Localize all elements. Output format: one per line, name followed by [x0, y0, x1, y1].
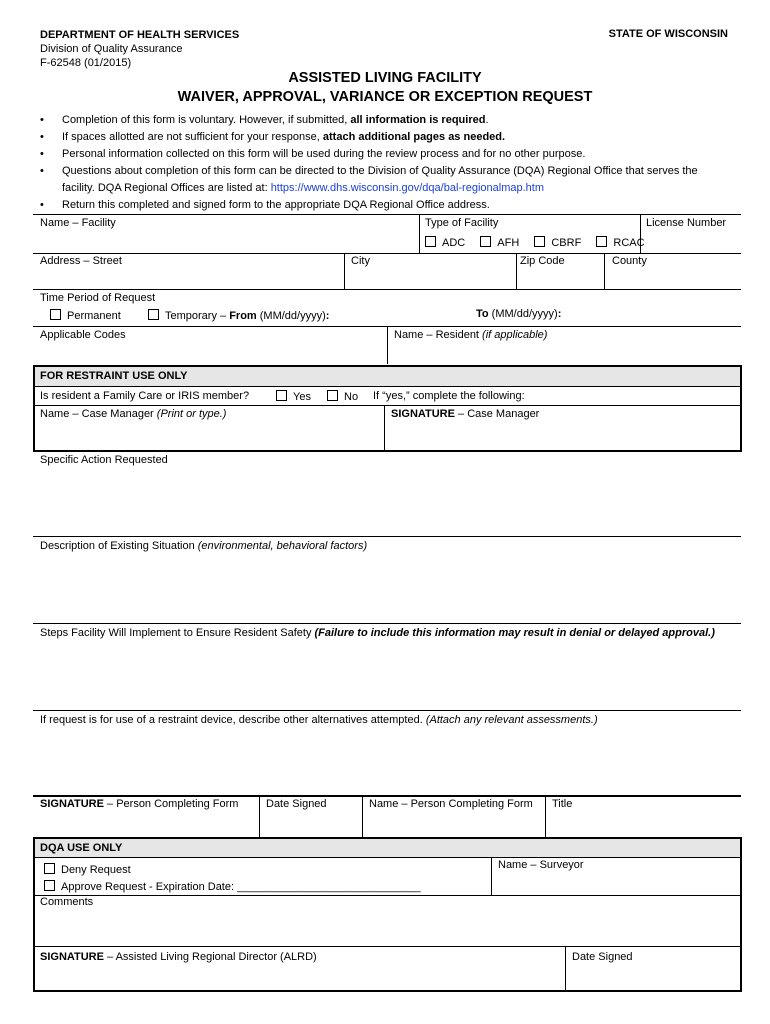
department-name: DEPARTMENT OF HEALTH SERVICES — [40, 29, 240, 41]
rule — [35, 895, 740, 896]
rule — [33, 623, 741, 624]
rule — [33, 214, 741, 215]
rule — [35, 946, 740, 947]
instruction-item: • If spaces allotted are not sufficient for your response, attach additional pages as needed. — [40, 131, 506, 143]
divider — [545, 797, 546, 837]
alrd-date-signed-label: Date Signed — [572, 951, 633, 963]
rule — [35, 405, 740, 406]
deny-request-checkbox[interactable]: Deny Request — [44, 863, 131, 876]
rule — [33, 289, 741, 290]
divider — [419, 214, 420, 254]
address-street-label: Address – Street — [40, 255, 122, 267]
specific-action-label: Specific Action Requested — [40, 454, 168, 466]
permanent-checkbox[interactable]: Permanent — [50, 309, 121, 322]
county-label: County — [612, 255, 647, 267]
rule — [33, 536, 741, 537]
page-subtitle: WAIVER, APPROVAL, VARIANCE OR EXCEPTION REQUEST — [177, 89, 593, 105]
person-name-label: Name – Person Completing Form — [369, 798, 533, 810]
to-date-label: To (MM/dd/yyyy): — [476, 308, 562, 320]
regional-map-link[interactable]: https://www.dhs.wisconsin.gov/dqa/bal-regionalmap.htm — [270, 182, 544, 194]
header-left — [40, 28, 239, 70]
comments-label: Comments — [40, 896, 94, 908]
rule — [33, 253, 741, 254]
license-number-label: License Number — [646, 217, 727, 229]
dqa-header: DQA USE ONLY — [40, 842, 123, 854]
instruction-item: • Return this completed and signed form to the appropriate DQA Regional Office address. — [40, 199, 490, 211]
rule — [35, 857, 740, 858]
divider — [491, 857, 492, 895]
approve-request-checkbox[interactable]: Approve Request - Expiration Date: ______________________________ — [44, 880, 421, 893]
case-manager-name-label: Name – Case Manager (Print or type.) — [40, 408, 227, 420]
state-name: STATE OF WISCONSIN — [608, 28, 728, 40]
rule — [33, 710, 741, 711]
divider — [362, 797, 363, 837]
cbrf-checkbox[interactable]: CBRF — [534, 237, 581, 249]
city-label: City — [351, 255, 370, 267]
dqa-section — [33, 837, 742, 992]
instruction-item: • Completion of this form is voluntary. However, if submitted, all information is required. — [40, 114, 489, 126]
instruction-item: • Personal information collected on this form will be used during the review process and for no other purpose. — [40, 148, 586, 160]
family-care-question: Is resident a Family Care or IRIS member? — [40, 390, 250, 402]
title-label: Title — [552, 798, 573, 810]
division-name: Division of Quality Assurance — [40, 43, 183, 55]
no-checkbox[interactable]: No — [327, 390, 358, 403]
expiration-date-field[interactable]: ______________________________ — [237, 881, 421, 893]
if-yes-instruction: If “yes,” complete the following: — [373, 390, 525, 402]
divider — [604, 253, 605, 289]
divider — [259, 797, 260, 837]
afh-checkbox[interactable]: AFH — [480, 237, 519, 249]
instructions-list — [40, 112, 730, 214]
form-number: F-62548 (01/2015) — [40, 57, 132, 69]
adc-checkbox[interactable]: ADC — [425, 237, 465, 249]
safety-steps-label: Steps Facility Will Implement to Ensure Resident Safety (Failure to include this information may result in denial or delayed approval.) — [40, 627, 715, 639]
person-signature-label: SIGNATURE – Person Completing Form — [40, 798, 239, 810]
facility-type-label: Type of Facility — [425, 217, 499, 229]
restraint-alternatives-label: If request is for use of a restraint device, describe other alternatives attempted. (Attach any relevant assessments.) — [40, 714, 598, 726]
rule — [35, 386, 740, 387]
alrd-signature-label: SIGNATURE – Assisted Living Regional Director (ALRD) — [40, 951, 317, 963]
time-period-label: Time Period of Request — [40, 292, 156, 304]
temporary-checkbox[interactable]: Temporary – From (MM/dd/yyyy): — [148, 309, 329, 322]
restraint-header: FOR RESTRAINT USE ONLY — [40, 370, 188, 382]
surveyor-name-label: Name – Surveyor — [498, 859, 584, 871]
divider — [387, 326, 388, 364]
date-signed-label: Date Signed — [266, 798, 327, 810]
yes-checkbox[interactable]: Yes — [276, 390, 311, 403]
divider — [344, 253, 345, 289]
facility-type-options — [425, 236, 645, 249]
divider — [384, 405, 385, 450]
dqa-header-bg — [35, 839, 740, 857]
divider — [565, 946, 566, 990]
page-title: ASSISTED LIVING FACILITY — [288, 70, 482, 86]
resident-name-label: Name – Resident (if applicable) — [394, 329, 548, 341]
case-manager-signature-label: SIGNATURE – Case Manager — [391, 408, 540, 420]
instruction-item: • Questions about completion of this form can be directed to the Division of Quality Assurance (DQA) Regional Office that serves the facility. DQA Regional Offices are listed at: https://www.dhs.wisconsin.gov/dqa/bal-regionalmap.htm — [40, 165, 698, 194]
rule — [33, 795, 741, 797]
divider — [516, 253, 517, 289]
description-label: Description of Existing Situation (environmental, behavioral factors) — [40, 540, 368, 552]
zip-code-label: Zip Code — [520, 255, 565, 267]
applicable-codes-label: Applicable Codes — [40, 329, 126, 341]
rcac-checkbox[interactable]: RCAC — [596, 237, 644, 249]
facility-name-label: Name – Facility — [40, 217, 116, 229]
